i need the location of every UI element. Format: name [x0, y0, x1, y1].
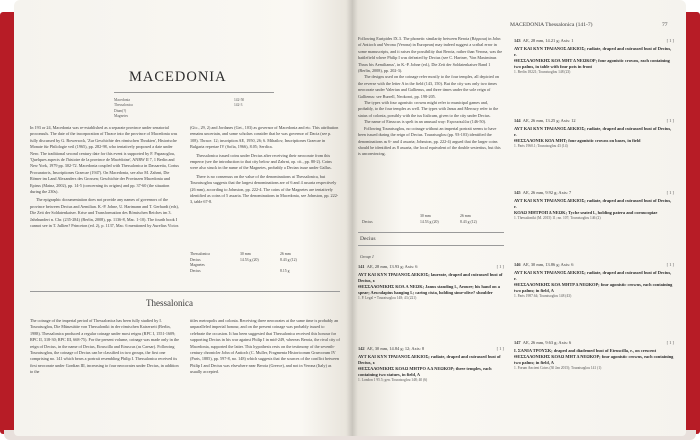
- right-denomination-cell: 14.53 g (20): [420, 219, 439, 224]
- entry-metrics: AE, 30 mm, 13.86 g; Axis: 6: [522, 262, 574, 267]
- section-heading: Thessalonica: [146, 298, 193, 308]
- commentary-column: [358, 36, 504, 212]
- catalogue-entry: [514, 262, 674, 299]
- entry-obverse: ΑΥΤ ΚΑΙ ΚΥΝ ΤΡΑΙΑΝΟΣ ΔΕΚΙΟΣ; radiate, draped and cuirassed bust of Decius, r.: [358, 354, 501, 365]
- entry-reverse: ΘΕΣΣΑΛΟΝΙΚΗΣ ΚΟΛΩ ΜΗΤΡΟ Α Δ ΝΕΩΚΟΡ; three temples, each containing two statues, in field, A: [358, 366, 492, 377]
- ruler-heading: Decius: [360, 236, 376, 242]
- catalogue-entry: [358, 346, 504, 383]
- denomination-cell: 30 mm: [240, 252, 251, 256]
- entry-number: 143: [514, 38, 521, 43]
- section-rule: [30, 291, 340, 292]
- entry-count: [ 1 ]: [666, 38, 674, 43]
- entry-reverse: ΘΕΣΣΑΛΟΝΙΚΗΣ ΚΟΛ Α ΝΕΩΚ; Janus standing l., Aeoure; his hand on a spear; Aesculapius hanging l.; caring cista, holding sime-olive? shoulder: [358, 284, 500, 295]
- section-column-1: The coinage of the imperial period of Thessalonica has been fully studied by I. Touratsoglou, Die Münzstätte von Thessaloniki in der römischen Kaiserzeit (Berlin, 1988). Thessalonica produced a regular coinage under most reigns (RPC I, 1551-1609; RPC II, 318-30; RPC III, 668-75). For the present volume, coinage was made only in the reign of Decius, in the name of Decius, Etruscilla and Etruscus (as Caesar). Following Touratsoglou, the coinage of Decius can be classified in two groups, the first one comprising no. 141 which bears a portrait resembling Philip I. Thessalonica received its first neocorate under Gordian III, increasing to four neocorates under Decius, in addition to the: [30, 318, 179, 375]
- catalogue-entry: [514, 190, 674, 221]
- catalogue-entry: [358, 264, 504, 301]
- entry-reference: 1. P. Legal = Touratsoglou 148; 43 (221): [358, 296, 417, 300]
- entry-count: [ 1 ]: [666, 190, 674, 195]
- entry-number: 146: [514, 262, 521, 267]
- intro-column-2: [190, 125, 340, 243]
- entry-metrics: AE, 26 mm, 9.63 g; Axis: 6: [522, 340, 572, 345]
- contents-pages: [234, 98, 274, 109]
- book-gutter: [346, 0, 358, 436]
- catalogue-entry: [514, 118, 674, 149]
- entry-reverse: ΘΕΣΣΑΛΟΝΙΚΗΣ ΚΟΛ ΜΗΤΡ Δ ΝΕΩΚΟΡ; four agonistic crowns, each containing two palms; in field, A: [514, 282, 673, 293]
- entry-number: 144: [514, 118, 521, 123]
- intro-paragraph: Thessalonica issued coins under Decius after receiving their neocorate from this emperor (see the introduction to that city below and Zahrnt, op. cit., pp. 80-2). Coins were also struck in the name of the Magnetes, probably a Decian issue under Gallus.: [190, 152, 332, 171]
- denomination-cell: Decius: [190, 257, 201, 262]
- entry-reverse: ΚΟΛΩ ΜΗΤΡΟΠ Δ ΝΕΩΚ; Tyche seated l., holding patera and cornucopiae: [514, 210, 658, 215]
- contents-label: Macedonia: [114, 98, 130, 102]
- commentary-paragraph: Following Touratsoglou, no coinage without an imperial portrait seems to have been issued during the reign of Decius. Touratsoglou (pp. 93-103) identified the denominations as 6- and 4 assaria; Johnston, pp. 222-4) argued that the larger coins should be identified as 8 assaria, the local equivalent of the double sestertius, but this is unconvincing.: [358, 125, 501, 157]
- intro-paragraph: In 193 or 24, Macedonia was re-established as a separate province under senatorial proconsuls. The date of the incorporation of Thrace into the province of Macedonia was fully discussed by G. Bowersock, 'Zur Geschichte des römischen Thrakien', Historische Monate für Philologie veil (1965), pp. 282-98, who tentatively proposed a date under Nero. The traditional second century date for this event is supported by F. Papazoglou, 'Quelques aspects de l'histoire de la province de Macédoine', ANRW II 7, 1 Berlin and New York, 1979 pp. 302-72. Macedonia coupled with Thessalonica in Dassaretia, Corius Procuratoris, Inscriptiones Graecae (1947). On Macedonia, see also M. Zahrnt, Die Römer im Land Alexanders des Grossen; Geschichte der Provinzen Macedonia und Epirus (Mainz, 2002), pp. 14-5 (concerning its origins) and pp. 37-60 (the situation during the 230s).: [30, 125, 180, 195]
- entry-metrics: AE, 26 mm, 9.92 g; Axis: 7: [522, 190, 572, 195]
- denomination-cell: 8.15 g: [280, 268, 290, 273]
- contents-label: Dium(?): [114, 108, 127, 113]
- entry-reference: 1. Paris 1960.1; Touratsoglou 43 (14): [514, 144, 568, 148]
- entry-reverse: ΘΕΣΣΑΛΟΝΙΚΗΣ ΚΟΛ ΜΗΤ Δ ΝΕΩΚΟΡ; four agonistic crowns, each containing two palms, in table with four pots in front: [514, 58, 670, 69]
- entry-number: 142: [358, 346, 365, 351]
- left-page: [14, 0, 352, 436]
- title-rule: [114, 92, 274, 93]
- decius-rule: [358, 232, 504, 233]
- intro-paragraph: There is no consensus on the value of the denominations at Thessalonica, but Touratsoglou suggests that the largest denominations are of 6 and 4 assaria respectively (26 mm), according to Johnston, pp. 222-4. The coins of the Magnetes are tentatively identified as coins of 5 assaria. The denominations in Macedonia, see Johnston, pp. 222-3, table 67-8.: [190, 173, 339, 205]
- right-denomination-cell: Decius: [362, 219, 373, 224]
- contents-label: Magnetes: [114, 114, 128, 119]
- denomination-table: [190, 252, 320, 274]
- entry-reverse: ΘΕΣΣΑΛΟΝΙΚ ΚΟΛ ΜΗΤ; four agonistic crowns on bases, in field: [514, 138, 641, 143]
- right-denomination-cell: 30 mm: [420, 214, 431, 218]
- denomination-cell: 26 mm: [280, 252, 291, 256]
- catalogue-entry: [514, 38, 674, 75]
- contents-label: Thessalonica: [114, 103, 133, 108]
- commentary-paragraph: The designs used on the coinage refer mostly to the four temples, all depicted on the reverse with the letter A in the field (143, 150). But the city was only two times neocorate under Valerian and Gallienus, and three times under the sole reign of Gallienus: see Burrell, Neokoroi, pp. 198-205.: [358, 74, 500, 99]
- entry-reference: 1. Paris 1987.64; Touratsoglou 148 (43): [514, 294, 572, 298]
- entry-metrics: AE, 30 mm, 14.84 g; 12; Axis: 8: [366, 346, 425, 351]
- entry-count: [ 1 ]: [496, 346, 504, 351]
- group-heading: Group 1: [360, 254, 374, 259]
- entry-count: [ 1 ]: [666, 262, 674, 267]
- entry-number: 145: [514, 190, 521, 195]
- entry-reference: 1. Berlin 18221; Touratsoglou 148 (23): [514, 70, 571, 74]
- contents-page: 142-3: [234, 103, 243, 108]
- decius-rule: [358, 245, 504, 246]
- entry-obverse: ΑΥΤ ΚΑΙ ΚΥΝ ΤΡΑΙΑΝΟΣ ΔΕΚΙΟΣ; radiate, draped and cuirassed bust of Decius, r.: [514, 198, 672, 209]
- entry-number: 141: [358, 264, 365, 269]
- right-denomination-row: [362, 220, 502, 226]
- right-denomination-cell: 26 mm: [460, 214, 471, 218]
- commentary-paragraph: The types with four agonistic crowns might refer to municipal games and, probably, to the four temples as well. The types with Janus and Mercury refer to the status of colonia, possibly with the ius Italicum, given to the city under Decius.: [358, 100, 499, 118]
- entry-reverse: ΘΕΣΣΑΛΟΝΙΚΗΣ ΚΟΛΩ ΜΗΤ Δ ΝΕΩΚΟΡ; four agonistic crowns, each containing two palms; in field, A: [514, 354, 674, 365]
- entry-reference: 1. Forum Ancient Coins (30 Jan 2015); Touratsoglou 141 (1): [514, 366, 602, 370]
- section-column-2: titles metropolis and colonia. Receiving three neocorates at the same time is probably an unparalleled imperial honour, and on the present coinage was probably issued to celebrate the occasion. It has been suggested that Thessalonica received this honour for supporting Decius in his war against Philip I in mid-249, whereas Beroia, the rival city of Macedonia, supported the latter. This hypothesis rests on the testimony of the seventh-century chronicler John of Antioch (C. Muller, Fragmenta Historicorum Graecorum IV (Paris, 1885), pp. 597-8, no. 148) which suggests that the sources of the conflict between Philip I and Decius was elsewhere near Beroia (Greece), and not in Verona (Italy) as usually accepted.: [190, 318, 340, 375]
- entry-obverse: Ι. ΣΑΝΙΑ ΤΡΟΥΣΚ; draped and diademed bust of Etruscilla, r., on crescent: [514, 348, 657, 353]
- entry-obverse: ΑΥΤ ΚΑΙ ΚΥΝ ΤΡΑΙΑΝΟΣ ΔΕΚΙΟΣ; radiate, draped and cuirassed bust of Decius, r.: [514, 126, 672, 137]
- intro-column-1: [30, 125, 180, 273]
- right-denomination-cell: 8.43 g (12): [460, 219, 477, 224]
- entry-count: [ 1 ]: [496, 264, 504, 269]
- catalogue-entry: [514, 340, 674, 371]
- intro-paragraph: The epigraphic documentation does not provide any names of governors of the province between Decius and Aemilian. K.-P. Johne, U. Hartmann and T. Gerhardt (eds), Die Zeit der Soldatenkaiser. Krise und Transformation des Römischen Reiches im 3. Jahrhundert n. Chr. (235-284) (Berlin, 2008), pp. 1136-8, Mac. 1-10). The fourth book I cannot see in T. Jullien? Princeton (ed. 2), p. 1137, Mac. 6 mentioned by Aurelius Victor.: [30, 197, 179, 229]
- running-head: MACEDONIA Thessalonica (141-7): [510, 22, 593, 28]
- denomination-cell: Decius: [190, 268, 201, 273]
- entry-metrics: AE, 28 mm, 13.93 g; Axis: 6: [366, 264, 418, 269]
- denomination-row: [190, 269, 320, 275]
- contents-labels: [114, 98, 164, 120]
- entry-count: [ 1 ]: [666, 118, 674, 123]
- commentary-paragraph: Following Euripides IX.3. The phonetic similarity between Beroia (Βέρροια) in John of Antioch and Verona (Verona) in European) may indeed suggest a scribal error in some manuscripts, and it raises the possibility that Beroia, rather than Verona, was the battlefield where Philip I was defeated by Decius (see C. Hartner, 'Von Maximinus Thrax bis Aemilianus', in K.-P. Johne (ed.), Die Zeit der Soldatenkaiser Band 1 (Berlin, 2008), pp. 202-3).: [358, 36, 503, 74]
- right-denomination-table: [362, 214, 502, 225]
- intro-paragraph: (Gic., 29, 2) and Jordanes (Get., 103) as governor of Macedonia and etc. This attribution remains uncertain, and some scholars consider that he was governor of Dacia (see p. 108). Thrace. 12; inscription AE, 1950, 26; 6. Mihailov, Inscriptiones Graecae in Bulgaria repertae IV (Sofia, 1966), 8.05; Serdica.: [190, 125, 339, 150]
- right-page: [352, 0, 686, 436]
- page-number: 77: [662, 22, 668, 28]
- entry-obverse: ΑΥΤ ΚΑΙ ΚΥΝ ΤΡΑΙΑΝΟΣ ΔΕΚΙΟΣ; radiate, draped and cuirassed bust of Decius, r.: [514, 46, 672, 57]
- contents-page: 142-50: [234, 98, 245, 102]
- entry-metrics: AE, 26 mm, 13.25 g; Axis: 12: [522, 118, 576, 123]
- entry-number: 147: [514, 340, 521, 345]
- entry-obverse: ΑΥΤ ΚΑΙ ΚΥΝ ΤΡΑΙΑΝΟΣ ΔΕΚΙΟΣ; laureate, draped and cuirassed bust of Decius, r.: [358, 272, 503, 283]
- entry-reference: 1. Thessaloniki (Μ. 2015) 11; no. 107; Touratsoglou 146 (2): [514, 216, 601, 220]
- entry-reference: 1. London 1 95.5; gen. Touratsoglou 148; 40 (6): [358, 378, 428, 382]
- denomination-cell: [240, 269, 280, 275]
- commentary-paragraph: The name of Etruscus is spelt in an unusual way: Ετρουσκιλλα (146-50).: [364, 119, 487, 125]
- denomination-cell: 14.53 g (20): [240, 257, 259, 262]
- entry-metrics: AE, 28 mm, 14.21 g; Axis: 1: [522, 38, 574, 43]
- denomination-cell: 8.43 g (12): [280, 257, 297, 262]
- denomination-cell: Magnetes: [190, 263, 205, 268]
- entry-count: [ 1 ]: [666, 340, 674, 345]
- page-title: MACEDONIA: [129, 69, 227, 85]
- denomination-cell: Thessalonica: [190, 252, 210, 256]
- entry-obverse: ΑΥΤ ΚΑΙ ΚΥΝ ΤΡΑΙΑΝΟΣ ΔΕΚΙΟΣ; radiate, draped and cuirassed bust of Decius, r.: [514, 270, 672, 281]
